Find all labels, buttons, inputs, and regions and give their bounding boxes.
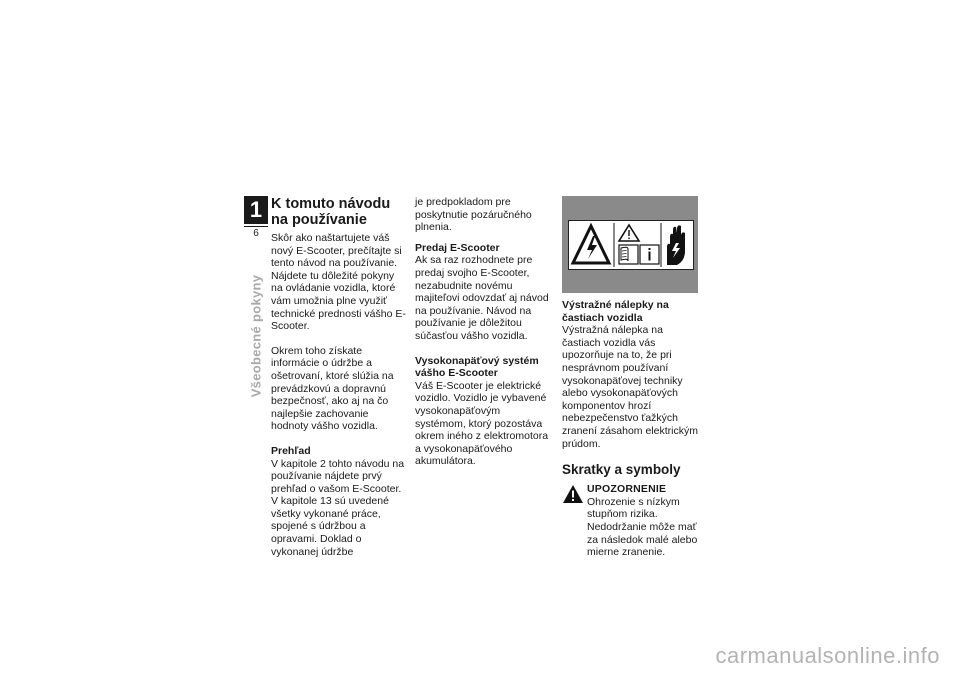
paragraph-warning-labels: Výstražná nálepka na častiach vozidla vás upozorňuje na to, že pri nesprávnom používaní vysokonapäťovej techniky alebo vysokonapäťových komponentov hrozí nebezpečenstvo ťažkých zranení zásahom elektrickým prúdom. bbox=[562, 324, 698, 450]
paragraph-high-voltage: Váš E-Scooter je elektrické vozidlo. Vozidlo je vybavené vysokonapäťovým systémom, ktorý pozostáva okrem iného z elektromotora a vysokonapäťového akumulátora. bbox=[415, 379, 549, 468]
warning-triangle-icon bbox=[562, 484, 584, 504]
column-2 bbox=[415, 196, 550, 468]
do-not-touch-hand-icon bbox=[667, 225, 685, 265]
heading-overview: Prehľad bbox=[271, 444, 311, 457]
warning-notice bbox=[562, 483, 700, 559]
warning-sticker bbox=[568, 220, 694, 270]
paragraph-intro: Skôr ako naštartujete váš nový E-Scooter, prečítajte si tento návod na používanie. Nájdete tu dôležité pokyny na ovládanie vozidla, ktoré vám umožnia plne využiť technické prednosti vášho E-Scooter. bbox=[271, 232, 406, 333]
page-title: K tomuto návodu na používanie bbox=[271, 196, 391, 228]
warning-paragraph bbox=[587, 483, 700, 559]
section-side-label: Všeobecné pokyny bbox=[248, 274, 264, 398]
column-3 bbox=[562, 196, 700, 559]
page-number: 6 bbox=[253, 228, 259, 239]
heading-sale: Predaj E-Scooter bbox=[415, 241, 500, 254]
heading-high-voltage: Vysokonapäťový systém vášho E-Scooter bbox=[415, 354, 539, 380]
paragraph-sale: Ak sa raz rozhodnete pre predaj svojho E-Scooter, nezabudnite novému majiteľovi odovzdať aj návod na používanie. Návod na používanie je dôležitou súčasťou vášho vozidla. bbox=[415, 254, 549, 342]
column-1 bbox=[271, 196, 406, 558]
paragraph-maintenance: Okrem toho získate informácie o údržbe a ošetrovaní, ktoré slúžia na prevádzkovú a dopravnú bezpečnosť, ako aj na čo najlepšie zachovanie hodnoty vášho vozidla. bbox=[271, 344, 394, 433]
heading-abbreviations: Skratky a symboly bbox=[562, 462, 681, 478]
heading-warning-labels: Výstražné nálepky na častiach vozidla bbox=[562, 299, 669, 324]
warning-label: UPOZORNENIE bbox=[587, 483, 667, 496]
watermark: carmanualsonline.info bbox=[715, 643, 940, 668]
read-manual-icon bbox=[619, 225, 659, 264]
chapter-divider bbox=[244, 226, 268, 227]
paragraph-overview: V kapitole 2 tohto návodu na používanie nájdete prvý prehľad o vašom E-Scooter. V kapitole 13 sú uvedené všetky vykonané práce, spojené s údržbou a opravami. Doklad o vykonanej údržbe bbox=[271, 457, 405, 558]
paragraph-continued: je predpokladom pre poskytnutie pozáručného plnenia. bbox=[415, 196, 532, 234]
warning-label-image bbox=[562, 196, 698, 293]
warning-text: Ohrozenie s nízkym stupňom rizika. Nedodržanie môže mať za následok malé alebo mierne zranenie. bbox=[587, 495, 698, 559]
high-voltage-warning-icon bbox=[573, 226, 609, 263]
chapter-number: 1 bbox=[244, 196, 268, 224]
